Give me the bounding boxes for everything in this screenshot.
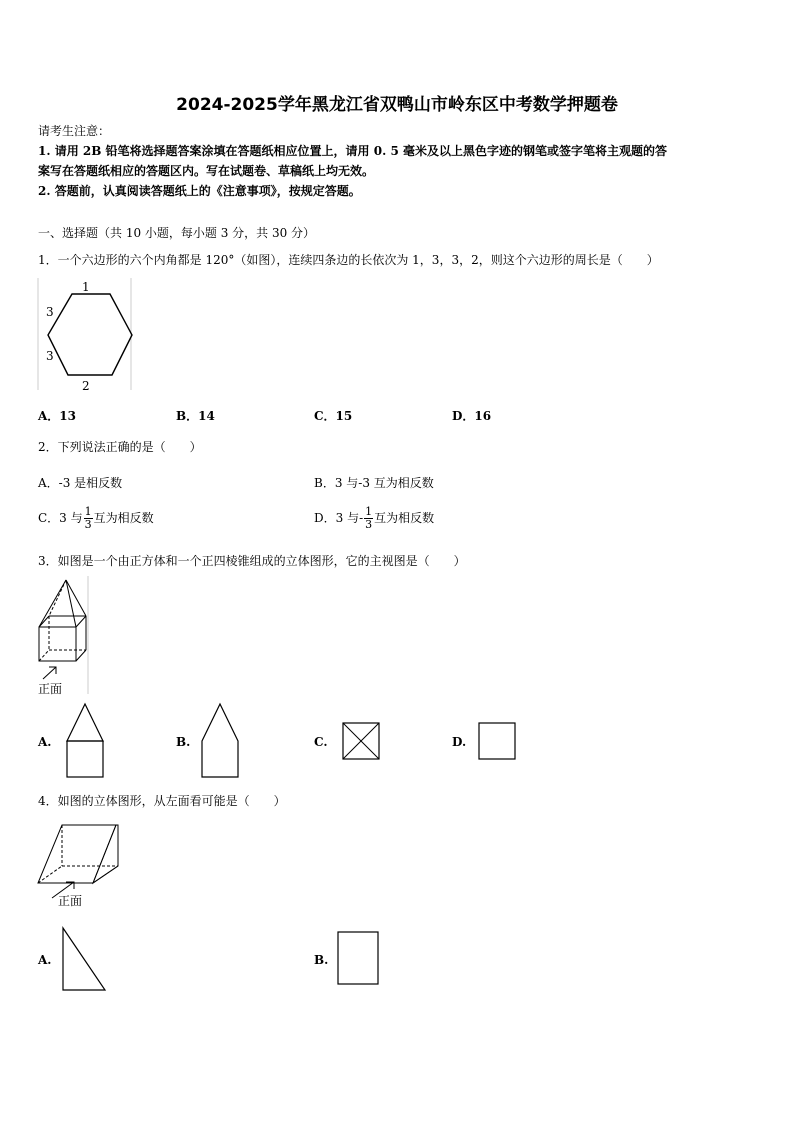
hexagon-figure — [38, 278, 138, 393]
prism-figure — [38, 822, 122, 902]
section-heading: 一、选择题（共 10 小题，每小题 3 分，共 30 分） — [38, 226, 316, 240]
question-4-text: 4．如图的立体图形，从左面看可能是（ ） — [38, 794, 286, 808]
q3-option-d-figure[interactable] — [478, 722, 516, 760]
hex-label-top: 1 — [82, 280, 90, 294]
question-3-text: 3．如图是一个由正方体和一个正四棱锥组成的立体图形，它的主视图是（ ） — [38, 554, 466, 568]
fraction-one-third: $\frac{1}{3}$ — [84, 505, 92, 531]
q1-option-b[interactable]: B．14 — [176, 409, 215, 423]
q3-option-b-figure[interactable] — [201, 702, 241, 778]
q2-option-d-suffix: 互为相反数 — [374, 511, 435, 525]
hex-label-bottom: 2 — [82, 379, 90, 393]
q1-option-d[interactable]: D．16 — [452, 409, 492, 423]
q2-option-d[interactable] — [314, 506, 434, 531]
notice-item-1-line-2: 案写在答题纸相应的答题区内。写在试题卷、草稿纸上均无效。 — [38, 164, 375, 178]
q3-option-c-figure[interactable] — [342, 722, 380, 760]
q2-option-b[interactable]: B．3 与-3 互为相反数 — [314, 476, 434, 490]
notice-item-1-line-1: 1. 请用 2B 铅笔将选择题答案涂填在答题纸相应位置上，请用 0. 5 毫米及以上黑色字迹的钢笔或签字笔将主观题的答 — [38, 144, 667, 158]
fraction-one-third: $\frac{1}{3}$ — [365, 505, 373, 531]
q3-option-b-label[interactable]: B. — [176, 735, 191, 749]
q4-option-a-label[interactable]: A. — [38, 953, 52, 967]
q3-option-a-label[interactable]: A. — [38, 735, 52, 749]
q4-front-label: 正面 — [58, 894, 83, 908]
q2-option-d-prefix: D．3 与- — [314, 511, 364, 525]
q4-option-a-figure[interactable] — [62, 926, 108, 992]
q4-option-b-figure[interactable] — [337, 931, 381, 987]
q1-option-a[interactable]: A．13 — [38, 409, 77, 423]
question-2-text: 2．下列说法正确的是（ ） — [38, 440, 202, 454]
q3-option-c-label[interactable]: C. — [314, 735, 328, 749]
q2-option-a[interactable]: A．-3 是相反数 — [38, 476, 123, 490]
page-title: 2024-2025学年黑龙江省双鸭山市岭东区中考数学押题卷 — [176, 95, 618, 115]
q3-front-label: 正面 — [38, 682, 63, 696]
q4-option-b-label[interactable]: B. — [314, 953, 329, 967]
q3-option-a-figure[interactable] — [66, 702, 106, 778]
hex-label-upper-left: 3 — [46, 305, 54, 319]
q2-option-c-prefix: C．3 与 — [38, 511, 83, 525]
notice-heading: 请考生注意： — [38, 124, 111, 138]
q2-option-c[interactable] — [38, 506, 154, 531]
q3-option-d-label[interactable]: D. — [452, 735, 467, 749]
hex-label-lower-left: 3 — [46, 349, 54, 363]
question-1-text: 1．一个六边形的六个内角都是 120°（如图），连续四条边的长依次为 1，3，3，2，则这个六边形的周长是（ ） — [38, 253, 659, 267]
q2-option-c-suffix: 互为相反数 — [93, 511, 154, 525]
notice-item-2: 2. 答题前，认真阅读答题纸上的《注意事项》，按规定答题。 — [38, 184, 361, 198]
q1-option-c[interactable]: C．15 — [314, 409, 353, 423]
